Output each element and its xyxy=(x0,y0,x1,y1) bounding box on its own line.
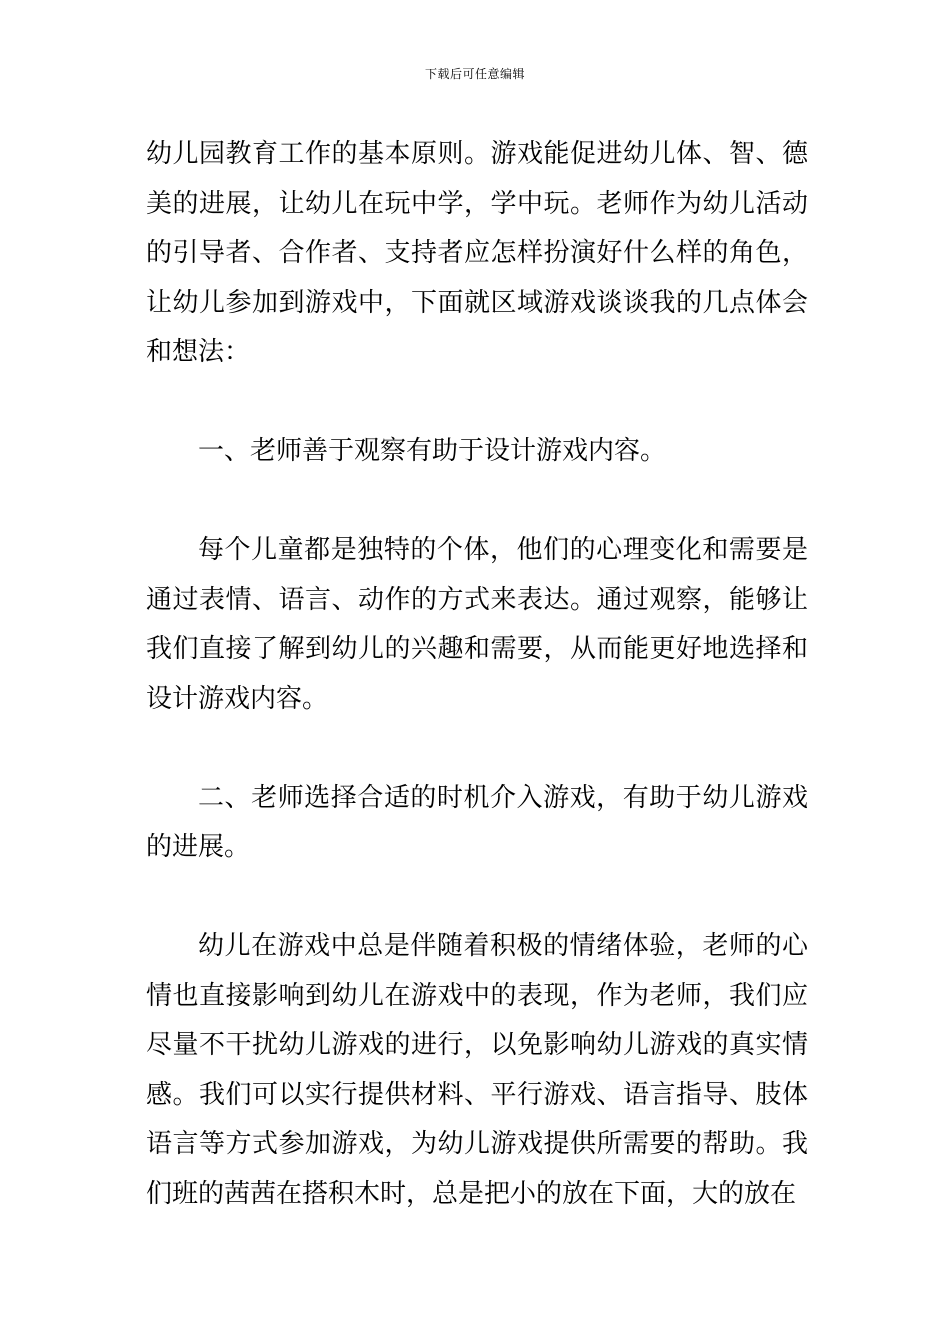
section-heading-2: 二、老师选择合适的时机介入游戏，有助于幼儿游戏的进展。 xyxy=(146,782,808,862)
paragraph-spacer xyxy=(146,477,808,527)
document-body xyxy=(146,130,808,1219)
page-header: 下载后可任意编辑 xyxy=(424,67,525,81)
paragraph-spacer xyxy=(146,724,808,774)
paragraph-spacer xyxy=(146,873,808,923)
section-heading-1: 一、老师善于观察有助于设计游戏内容。 xyxy=(198,436,667,466)
intro-paragraph: 幼儿园教育工作的基本原则。游戏能促进幼儿体、智、德美的进展，让幼儿在玩中学，学中玩。老师作为幼儿活动的引导者、合作者、支持者应怎样扮演好什么样的角色，让幼儿参加到游戏中，下面就区域游戏谈谈我的几点体会和想法： xyxy=(146,139,808,367)
paragraph-spacer xyxy=(146,378,808,428)
section-paragraph-2: 幼儿在游戏中总是伴随着积极的情绪体验，老师的心情也直接影响到幼儿在游戏中的表现，作为老师，我们应尽量不干扰幼儿游戏的进行，以免影响幼儿游戏的真实情感。我们可以实行提供材料、平行游戏、语言指导、肢体语言等方式参加游戏，为幼儿游戏提供所需要的帮助。我们班的茜茜在搭积木时，总是把小的放在下面，大的放在 xyxy=(146,931,808,1209)
section-paragraph-1: 每个儿童都是独特的个体，他们的心理变化和需要是通过表情、语言、动作的方式来表达。通过观察，能够让我们直接了解到幼儿的兴趣和需要，从而能更好地选择和设计游戏内容。 xyxy=(146,535,808,714)
